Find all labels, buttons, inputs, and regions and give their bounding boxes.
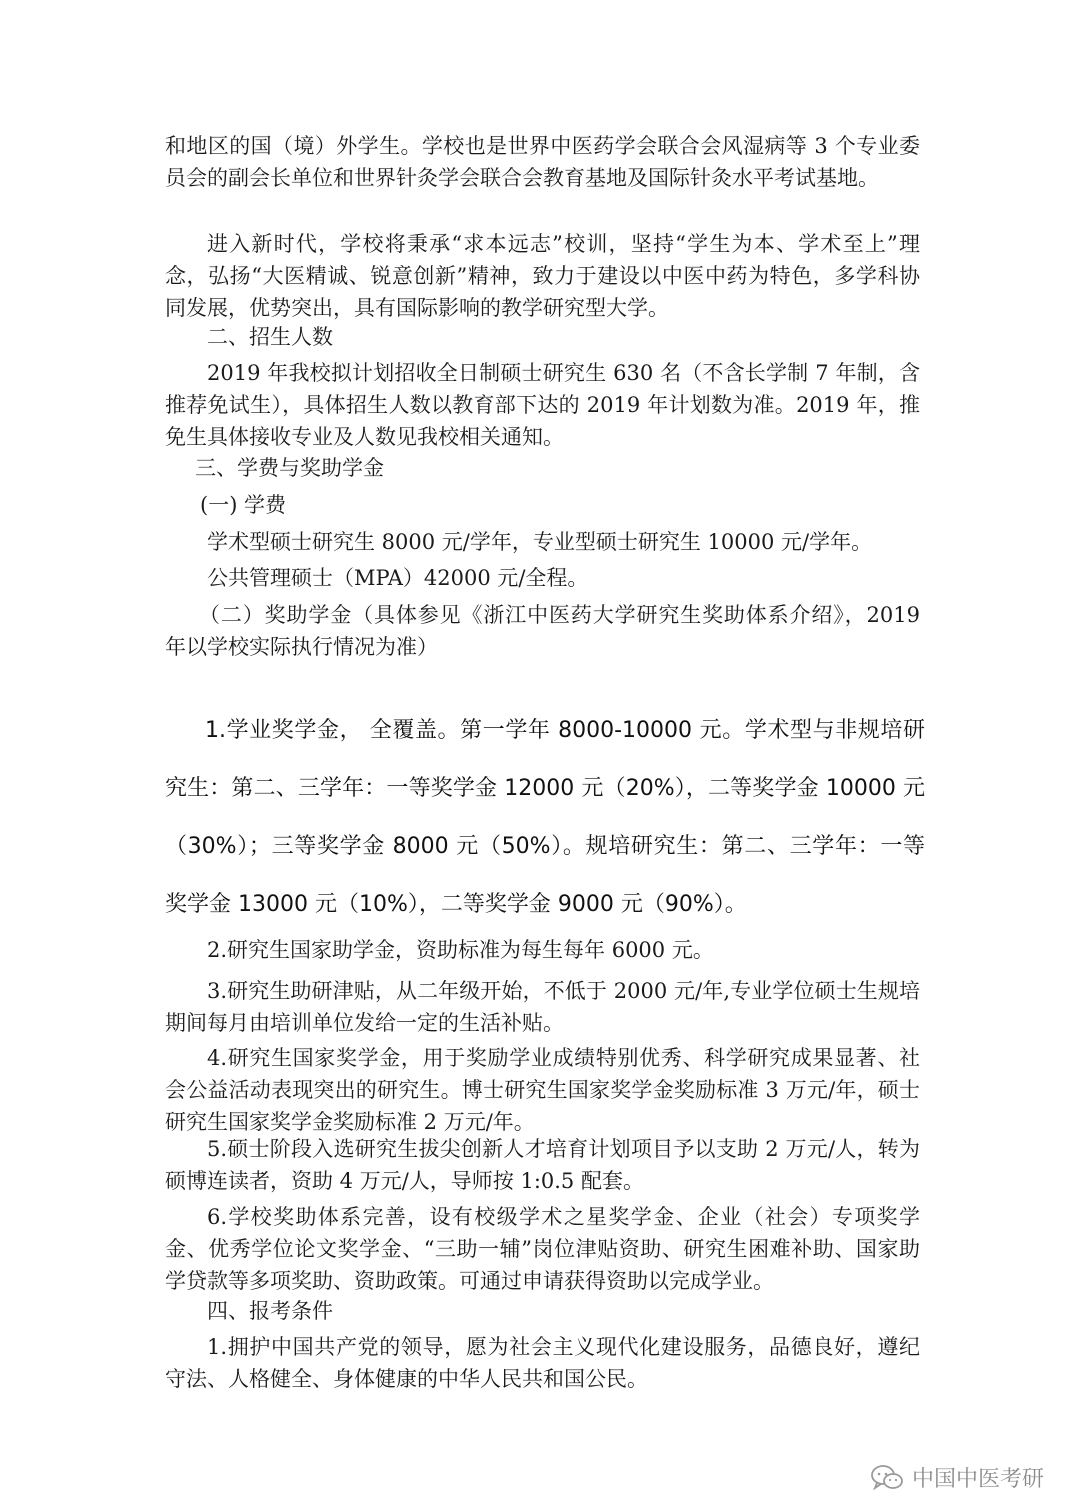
paragraph-new-era: 进入新时代，学校将秉承“求本远志”校训，坚持“学生为本、学术至上”理念，弘扬“大医精诚、锐意创新”精神，致力于建设以中医中药为特色，多学科协同发展，优势突出，具有国际影响的教学研究型大学。	[165, 232, 920, 320]
paragraph-national-grant: 2.研究生国家助学金，资助标准为每生每年 6000 元。	[207, 938, 714, 962]
paragraph-tuition-mpa: 公共管理硕士（MPA）42000 元/全程。	[207, 566, 589, 590]
paragraph-research-allowance: 3.研究生助研津贴，从二年级开始，不低于 2000 元/年,专业学位硕士生规培期间每月由培训单位发给一定的生活补贴。	[165, 979, 920, 1035]
paragraph-enrollment: 2019 年我校拟计划招收全日制硕士研究生 630 名（不含长学制 7 年制，含推荐免试生），具体招生人数以教育部下达的 2019 年计划数为准。2019 年，推免生具体接收专业及人数见我校相关通知。	[165, 361, 920, 449]
paragraph-condition-1: 1.拥护中国共产党的领导，愿为社会主义现代化建设服务，品德良好，遵纪守法、人格健全、身体健康的中华人民共和国公民。	[165, 1335, 920, 1391]
heading-fees-scholarships: 三、学费与奖助学金	[195, 456, 384, 480]
heading-application-conditions: 四、报考条件	[207, 1299, 333, 1323]
heading-enrollment: 二、招生人数	[207, 325, 333, 349]
watermark-text: 中国中医考研	[911, 1467, 1044, 1492]
paragraph-international: 和地区的国（境）外学生。学校也是世界中医药学会联合会风湿病等 3 个专业委员会的副会长单位和世界针灸学会联合会教育基地及国际针灸水平考试基地。	[165, 134, 920, 190]
paragraph-support-system: 6.学校奖助体系完善，设有校级学术之星奖学金、企业（社会）专项奖学金、优秀学位论文奖学金、“三助一辅”岗位津贴资助、研究生困难补助、国家助学贷款等多项奖助、资助政策。可通过申请获得资助以完成学业。	[165, 1205, 920, 1293]
wechat-icon	[870, 1464, 904, 1492]
heading-tuition: (一) 学费	[200, 493, 287, 517]
paragraph-tuition-degrees: 学术型硕士研究生 8000 元/学年，专业型硕士研究生 10000 元/学年。	[207, 530, 873, 554]
watermark	[870, 1462, 1044, 1493]
paragraph-academic-scholarship: 1.学业奖学金， 全覆盖。第一学年 8000-10000 元。学术型与非规培研究生：第二、三学年：一等奖学金 12000 元（20%），二等奖学金 10000 元（30%）；三等奖学金 8000 元（50%）。规培研究生：第二、三学年：一等奖学金 13000 元（10%），二等奖学金 9000 元（90%）。	[165, 718, 925, 917]
paragraph-scholarship-intro: （二）奖助学金（具体参见《浙江中医药大学研究生奖助体系介绍》，2019 年以学校实际执行情况为准）	[165, 603, 920, 659]
paragraph-national-scholarship: 4.研究生国家奖学金，用于奖励学业成绩特别优秀、科学研究成果显著、社会公益活动表现突出的研究生。博士研究生国家奖学金奖励标准 3 万元/年，硕士研究生国家奖学金奖励标准 2 万元/年。	[165, 1046, 920, 1134]
paragraph-talent-program: 5.硕士阶段入选研究生拔尖创新人才培育计划项目予以支助 2 万元/人，转为硕博连读者，资助 4 万元/人，导师按 1:0.5 配套。	[165, 1137, 920, 1193]
